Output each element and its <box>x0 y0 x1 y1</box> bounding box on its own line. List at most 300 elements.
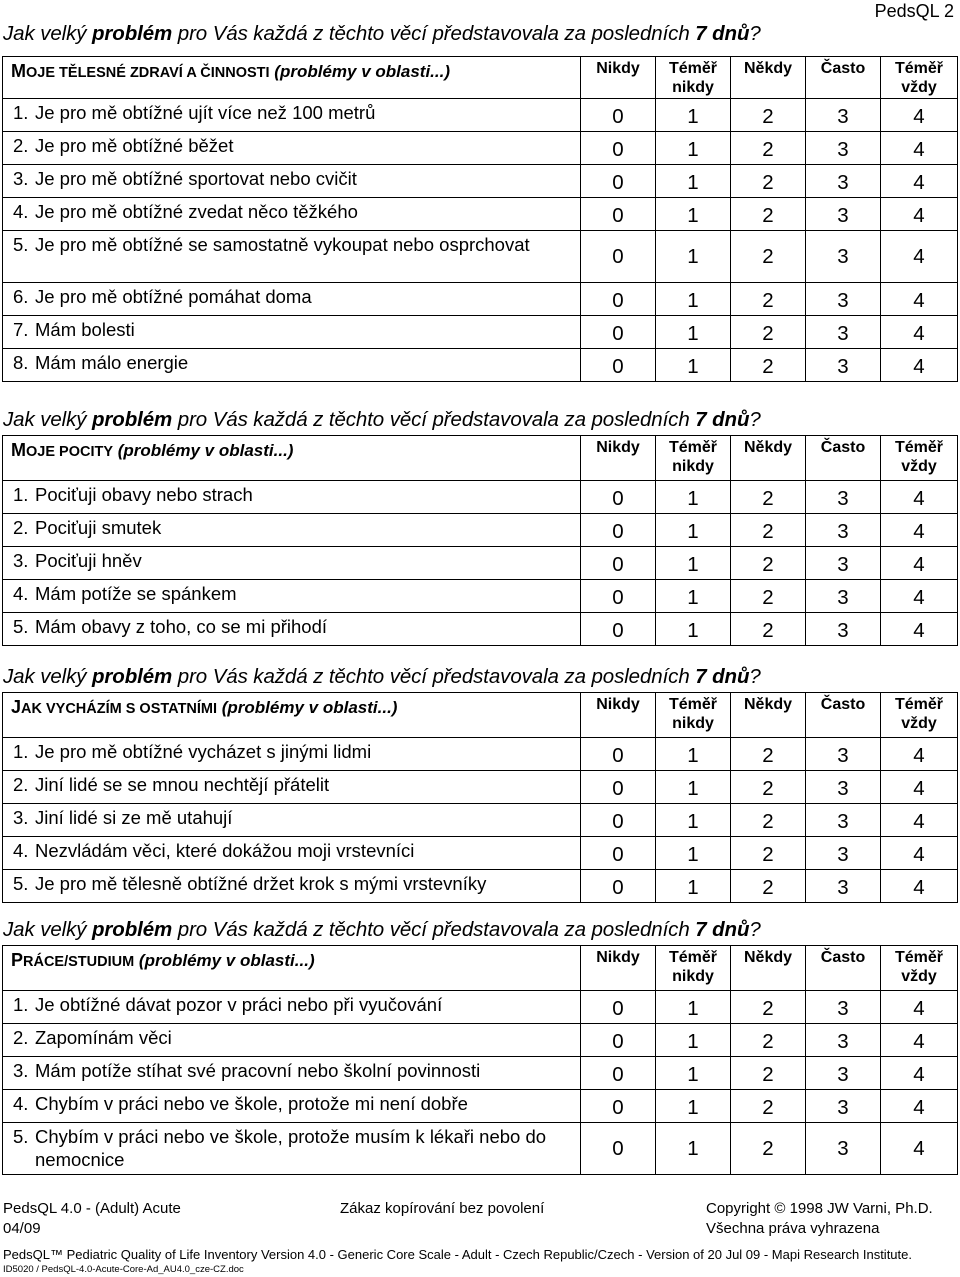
response-option-3[interactable]: 3 <box>806 198 881 231</box>
item-row <box>3 165 958 198</box>
response-option-0[interactable]: 0 <box>581 613 656 646</box>
response-option-2[interactable]: 2 <box>731 547 806 580</box>
item-cell <box>3 1123 581 1175</box>
scale-label-almost-2: Téměř <box>894 439 944 456</box>
response-option-2[interactable]: 2 <box>731 283 806 316</box>
item-cell <box>3 991 581 1024</box>
response-option-0[interactable]: 0 <box>581 349 656 382</box>
response-option-0[interactable]: 0 <box>581 132 656 165</box>
response-option-4[interactable]: 4 <box>881 991 958 1024</box>
response-option-2[interactable]: 2 <box>731 837 806 870</box>
question-text-end: ? <box>749 22 761 45</box>
scale-label-never: Nikdy <box>596 439 640 456</box>
response-option-2[interactable]: 2 <box>731 1123 806 1175</box>
response-option-1[interactable]: 1 <box>656 991 731 1024</box>
response-option-1[interactable]: 1 <box>656 316 731 349</box>
response-option-4[interactable]: 4 <box>881 283 958 316</box>
response-option-4[interactable]: 4 <box>881 1024 958 1057</box>
response-option-1[interactable]: 1 <box>656 99 731 132</box>
response-option-3[interactable]: 3 <box>806 481 881 514</box>
item-number: 1. <box>13 994 29 1015</box>
response-option-3[interactable]: 3 <box>806 870 881 903</box>
item-cell <box>3 547 581 580</box>
question-text-pre: Jak velký <box>3 918 92 941</box>
scale-header-sometimes <box>731 946 806 991</box>
question-text-pre: Jak velký <box>3 408 92 431</box>
section-title <box>3 436 581 481</box>
response-option-1[interactable]: 1 <box>656 580 731 613</box>
response-option-1[interactable]: 1 <box>656 547 731 580</box>
response-option-3[interactable]: 3 <box>806 132 881 165</box>
scale-label-never: Nikdy <box>596 60 640 77</box>
footer-date: 04/09 <box>3 1220 41 1237</box>
item-cell <box>3 165 581 198</box>
question-bold-problem: problém <box>92 665 173 688</box>
response-option-4[interactable]: 4 <box>881 1057 958 1090</box>
response-option-3[interactable]: 3 <box>806 738 881 771</box>
response-option-2[interactable]: 2 <box>731 738 806 771</box>
scale-label-never-2: nikdy <box>672 968 714 985</box>
scale-header-never <box>581 57 656 99</box>
response-option-3[interactable]: 3 <box>806 991 881 1024</box>
section-title-initial: M <box>11 440 26 460</box>
response-option-3[interactable]: 3 <box>806 547 881 580</box>
scale-label-always: vždy <box>901 968 937 985</box>
response-option-4[interactable]: 4 <box>881 198 958 231</box>
item-row <box>3 231 958 283</box>
question-bold-days: 7 dnů <box>695 408 750 431</box>
response-option-1[interactable]: 1 <box>656 1123 731 1175</box>
response-option-4[interactable]: 4 <box>881 580 958 613</box>
item-number: 3. <box>13 1060 29 1081</box>
item-cell <box>3 738 581 771</box>
page-id: PedsQL 2 <box>874 1 954 21</box>
response-option-2[interactable]: 2 <box>731 165 806 198</box>
item-text: Mám bolesti <box>35 319 135 340</box>
response-option-3[interactable]: 3 <box>806 316 881 349</box>
response-option-3[interactable]: 3 <box>806 349 881 382</box>
item-row <box>3 771 958 804</box>
item-number: 3. <box>13 168 29 189</box>
item-row <box>3 481 958 514</box>
response-option-0[interactable]: 0 <box>581 283 656 316</box>
item-row <box>3 316 958 349</box>
scale-header-sometimes <box>731 436 806 481</box>
scale-label-sometimes: Někdy <box>743 696 793 713</box>
item-row <box>3 804 958 837</box>
scale-header-never <box>581 693 656 738</box>
scale-label-always: vždy <box>901 79 937 96</box>
item-number: 2. <box>13 774 29 795</box>
response-option-3[interactable]: 3 <box>806 99 881 132</box>
section-title-caps: OJE TĚLESNÉ ZDRAVÍ A ČINNOSTI <box>26 65 270 81</box>
item-text: Zapomínám věci <box>35 1027 172 1048</box>
item-cell <box>3 481 581 514</box>
scale-header-almost-never <box>656 693 731 738</box>
response-option-1[interactable]: 1 <box>656 804 731 837</box>
item-text: Je pro mě obtížné ujít více než 100 metrů <box>35 102 376 123</box>
question-text-mid: pro Vás každá z těchto věcí představovala za posledních <box>172 918 696 941</box>
question-text-pre: Jak velký <box>3 22 92 45</box>
scale-table <box>2 435 958 646</box>
section-title-initial: J <box>11 697 22 717</box>
item-row <box>3 132 958 165</box>
response-option-2[interactable]: 2 <box>731 1090 806 1123</box>
item-number: 5. <box>13 616 29 637</box>
response-option-0[interactable]: 0 <box>581 198 656 231</box>
item-cell <box>3 837 581 870</box>
response-option-2[interactable]: 2 <box>731 99 806 132</box>
item-row <box>3 580 958 613</box>
section-title-initial: M <box>11 61 26 81</box>
scale-label-almost-2: Téměř <box>894 949 944 966</box>
item-row <box>3 547 958 580</box>
response-option-4[interactable]: 4 <box>881 231 958 283</box>
item-text: Je pro mě obtížné sportovat nebo cvičit <box>35 168 357 189</box>
item-cell <box>3 132 581 165</box>
response-option-4[interactable]: 4 <box>881 165 958 198</box>
response-option-0[interactable]: 0 <box>581 316 656 349</box>
scale-label-never: Nikdy <box>596 696 640 713</box>
item-number: 5. <box>13 1126 29 1147</box>
section-title <box>3 57 581 99</box>
response-option-2[interactable]: 2 <box>731 198 806 231</box>
item-cell <box>3 283 581 316</box>
response-option-1[interactable]: 1 <box>656 870 731 903</box>
response-option-3[interactable]: 3 <box>806 165 881 198</box>
item-number: 5. <box>13 234 29 255</box>
response-option-1[interactable]: 1 <box>656 1090 731 1123</box>
response-option-4[interactable]: 4 <box>881 870 958 903</box>
response-option-2[interactable]: 2 <box>731 870 806 903</box>
item-cell <box>3 514 581 547</box>
scale-header-never <box>581 436 656 481</box>
footer-inventory-line: PedsQL™ Pediatric Quality of Life Inventory Version 4.0 - Generic Core Scale - Adult - Czech Republic/Czech - Version of 20 Jul 09 - Mapi Research Institute. <box>3 1247 912 1262</box>
item-text: Pociťuji obavy nebo strach <box>35 484 253 505</box>
response-option-2[interactable]: 2 <box>731 514 806 547</box>
item-row <box>3 1090 958 1123</box>
scale-header-row <box>3 57 958 99</box>
item-cell <box>3 1057 581 1090</box>
response-option-1[interactable]: 1 <box>656 771 731 804</box>
response-option-4[interactable]: 4 <box>881 132 958 165</box>
response-option-3[interactable]: 3 <box>806 1057 881 1090</box>
item-text: Jiní lidé se se mnou nechtějí přátelit <box>35 774 330 795</box>
response-option-1[interactable]: 1 <box>656 481 731 514</box>
response-option-1[interactable]: 1 <box>656 349 731 382</box>
footer-version: PedsQL 4.0 - (Adult) Acute <box>3 1200 181 1217</box>
item-cell <box>3 613 581 646</box>
item-cell <box>3 99 581 132</box>
scale-table <box>2 56 958 382</box>
response-option-3[interactable]: 3 <box>806 283 881 316</box>
response-option-0[interactable]: 0 <box>581 738 656 771</box>
item-row <box>3 738 958 771</box>
item-text: Mám potíže stíhat své pracovní nebo školní povinnosti <box>35 1060 481 1081</box>
section-title <box>3 946 581 991</box>
item-number: 8. <box>13 352 29 373</box>
item-cell <box>3 804 581 837</box>
response-option-2[interactable]: 2 <box>731 991 806 1024</box>
item-text: Mám obavy z toho, co se mi přihodí <box>35 616 328 637</box>
scale-header-sometimes <box>731 693 806 738</box>
scale-label-never-2: nikdy <box>672 458 714 475</box>
response-option-4[interactable]: 4 <box>881 514 958 547</box>
response-option-4[interactable]: 4 <box>881 349 958 382</box>
response-option-1[interactable]: 1 <box>656 1024 731 1057</box>
response-option-1[interactable]: 1 <box>656 231 731 283</box>
question-text-pre: Jak velký <box>3 665 92 688</box>
scale-header-sometimes <box>731 57 806 99</box>
response-option-2[interactable]: 2 <box>731 1057 806 1090</box>
question-text-mid: pro Vás každá z těchto věcí představovala za posledních <box>172 22 696 45</box>
item-cell <box>3 198 581 231</box>
response-option-0[interactable]: 0 <box>581 1057 656 1090</box>
item-text: Je pro mě obtížné zvedat něco těžkého <box>35 201 358 222</box>
item-number: 6. <box>13 286 29 307</box>
scale-label-always: vždy <box>901 458 937 475</box>
response-option-0[interactable]: 0 <box>581 547 656 580</box>
scale-label-almost: Téměř <box>668 439 718 456</box>
scale-header-row <box>3 436 958 481</box>
response-option-2[interactable]: 2 <box>731 316 806 349</box>
response-option-0[interactable]: 0 <box>581 1123 656 1175</box>
section-title-qualifier: (problémy v oblasti...) <box>269 62 450 81</box>
item-row <box>3 613 958 646</box>
question-heading <box>3 918 761 942</box>
response-option-0[interactable]: 0 <box>581 481 656 514</box>
item-text: Je pro mě tělesně obtížné držet krok s mými vrstevníky <box>35 873 487 894</box>
item-row <box>3 1024 958 1057</box>
item-number: 4. <box>13 1093 29 1114</box>
footer-right <box>706 1199 933 1239</box>
response-option-4[interactable]: 4 <box>881 837 958 870</box>
item-cell <box>3 349 581 382</box>
item-text: Mám málo energie <box>35 352 189 373</box>
response-option-3[interactable]: 3 <box>806 613 881 646</box>
item-number: 5. <box>13 873 29 894</box>
response-option-3[interactable]: 3 <box>806 1123 881 1175</box>
response-option-1[interactable]: 1 <box>656 1057 731 1090</box>
response-option-1[interactable]: 1 <box>656 613 731 646</box>
response-option-0[interactable]: 0 <box>581 99 656 132</box>
response-option-0[interactable]: 0 <box>581 580 656 613</box>
scale-label-sometimes: Někdy <box>743 949 793 966</box>
item-number: 3. <box>13 550 29 571</box>
response-option-1[interactable]: 1 <box>656 132 731 165</box>
item-text: Je pro mě obtížné běžet <box>35 135 234 156</box>
scale-label-always: vždy <box>901 715 937 732</box>
response-option-0[interactable]: 0 <box>581 991 656 1024</box>
response-option-2[interactable]: 2 <box>731 231 806 283</box>
response-option-4[interactable]: 4 <box>881 99 958 132</box>
question-text-end: ? <box>749 918 761 941</box>
response-option-4[interactable]: 4 <box>881 481 958 514</box>
scale-header-almost-never <box>656 436 731 481</box>
scale-header-never <box>581 946 656 991</box>
response-option-1[interactable]: 1 <box>656 283 731 316</box>
scale-table <box>2 945 958 1175</box>
response-option-2[interactable]: 2 <box>731 580 806 613</box>
scale-label-often: Často <box>820 949 866 966</box>
section-title-caps: AK VYCHÁZÍM S OSTATNÍMI <box>21 701 218 717</box>
item-text: Mám potíže se spánkem <box>35 583 237 604</box>
item-number: 4. <box>13 840 29 861</box>
item-row <box>3 349 958 382</box>
response-option-0[interactable]: 0 <box>581 1024 656 1057</box>
item-text: Chybím v práci nebo ve škole, protože musím k lékaři nebo do nemocnice <box>35 1126 547 1170</box>
item-row <box>3 991 958 1024</box>
item-number: 1. <box>13 741 29 762</box>
scale-header-almost-always <box>881 436 958 481</box>
response-option-2[interactable]: 2 <box>731 349 806 382</box>
scale-label-never-2: nikdy <box>672 79 714 96</box>
scale-label-often: Často <box>820 439 866 456</box>
response-option-3[interactable]: 3 <box>806 514 881 547</box>
response-option-2[interactable]: 2 <box>731 771 806 804</box>
section-title-qualifier: (problémy v oblasti...) <box>113 441 294 460</box>
question-bold-days: 7 dnů <box>695 22 750 45</box>
item-text: Je pro mě obtížné se samostatně vykoupat nebo osprchovat <box>35 234 530 255</box>
scale-label-often: Často <box>820 60 866 77</box>
section-title-initial: P <box>11 950 24 970</box>
response-option-4[interactable]: 4 <box>881 738 958 771</box>
response-option-4[interactable]: 4 <box>881 771 958 804</box>
response-option-4[interactable]: 4 <box>881 613 958 646</box>
item-row <box>3 514 958 547</box>
question-bold-problem: problém <box>92 22 173 45</box>
response-option-3[interactable]: 3 <box>806 1024 881 1057</box>
response-option-0[interactable]: 0 <box>581 514 656 547</box>
response-option-2[interactable]: 2 <box>731 613 806 646</box>
item-text: Pociťuji smutek <box>35 517 162 538</box>
footer-rights: Všechna práva vyhrazena <box>706 1220 880 1237</box>
scale-label-never-2: nikdy <box>672 715 714 732</box>
item-text: Pociťuji hněv <box>35 550 142 571</box>
response-option-3[interactable]: 3 <box>806 771 881 804</box>
response-option-0[interactable]: 0 <box>581 165 656 198</box>
response-option-0[interactable]: 0 <box>581 231 656 283</box>
response-option-4[interactable]: 4 <box>881 804 958 837</box>
item-number: 2. <box>13 1027 29 1048</box>
response-option-0[interactable]: 0 <box>581 771 656 804</box>
item-cell <box>3 316 581 349</box>
section-title <box>3 693 581 738</box>
response-option-1[interactable]: 1 <box>656 837 731 870</box>
item-number: 3. <box>13 807 29 828</box>
item-number: 4. <box>13 583 29 604</box>
item-number: 4. <box>13 201 29 222</box>
item-cell <box>3 1090 581 1123</box>
question-bold-days: 7 dnů <box>695 918 750 941</box>
scale-header-often <box>806 57 881 99</box>
item-text: Je pro mě obtížné pomáhat doma <box>35 286 312 307</box>
response-option-1[interactable]: 1 <box>656 514 731 547</box>
response-option-3[interactable]: 3 <box>806 804 881 837</box>
section-title-caps: OJE POCITY <box>26 444 114 460</box>
scale-label-sometimes: Někdy <box>743 60 793 77</box>
item-cell <box>3 870 581 903</box>
item-cell <box>3 580 581 613</box>
question-text-mid: pro Vás každá z těchto věcí představovala za posledních <box>172 408 696 431</box>
footer-copyright: Copyright © 1998 JW Varni, Ph.D. <box>706 1200 933 1217</box>
item-row <box>3 283 958 316</box>
question-heading <box>3 22 761 46</box>
scale-label-almost: Téměř <box>668 949 718 966</box>
scale-header-almost-always <box>881 693 958 738</box>
item-number: 2. <box>13 517 29 538</box>
item-cell <box>3 231 581 283</box>
scale-table <box>2 692 958 903</box>
item-number: 2. <box>13 135 29 156</box>
response-option-1[interactable]: 1 <box>656 198 731 231</box>
section-title-qualifier: (problémy v oblasti...) <box>134 951 315 970</box>
scale-label-almost-2: Téměř <box>894 60 944 77</box>
question-bold-days: 7 dnů <box>695 665 750 688</box>
footer-no-copy: Zákaz kopírování bez povolení <box>340 1200 545 1217</box>
scale-header-often <box>806 693 881 738</box>
footer-center <box>340 1199 544 1219</box>
response-option-4[interactable]: 4 <box>881 316 958 349</box>
scale-label-often: Často <box>820 696 866 713</box>
item-row <box>3 1057 958 1090</box>
question-bold-problem: problém <box>92 408 173 431</box>
response-option-2[interactable]: 2 <box>731 132 806 165</box>
response-option-1[interactable]: 1 <box>656 165 731 198</box>
response-option-3[interactable]: 3 <box>806 231 881 283</box>
section-title-qualifier: (problémy v oblasti...) <box>217 698 398 717</box>
response-option-0[interactable]: 0 <box>581 804 656 837</box>
response-option-0[interactable]: 0 <box>581 837 656 870</box>
item-text: Jiní lidé si ze mě utahují <box>35 807 233 828</box>
item-cell <box>3 771 581 804</box>
scale-label-never: Nikdy <box>596 949 640 966</box>
item-cell <box>3 1024 581 1057</box>
response-option-4[interactable]: 4 <box>881 547 958 580</box>
item-row <box>3 837 958 870</box>
response-option-3[interactable]: 3 <box>806 837 881 870</box>
item-number: 1. <box>13 102 29 123</box>
scale-label-almost: Téměř <box>668 60 718 77</box>
response-option-2[interactable]: 2 <box>731 481 806 514</box>
scale-header-almost-never <box>656 946 731 991</box>
question-text-end: ? <box>749 665 761 688</box>
response-option-3[interactable]: 3 <box>806 580 881 613</box>
question-heading <box>3 408 761 432</box>
response-option-0[interactable]: 0 <box>581 870 656 903</box>
item-number: 7. <box>13 319 29 340</box>
response-option-1[interactable]: 1 <box>656 738 731 771</box>
question-text-end: ? <box>749 408 761 431</box>
response-option-4[interactable]: 4 <box>881 1090 958 1123</box>
response-option-2[interactable]: 2 <box>731 1024 806 1057</box>
scale-header-row <box>3 693 958 738</box>
question-heading <box>3 665 761 689</box>
item-row <box>3 870 958 903</box>
question-bold-problem: problém <box>92 918 173 941</box>
scale-header-row <box>3 946 958 991</box>
item-row <box>3 198 958 231</box>
scale-label-sometimes: Někdy <box>743 439 793 456</box>
response-option-0[interactable]: 0 <box>581 1090 656 1123</box>
section-title-caps: RÁCE/STUDIUM <box>23 954 135 970</box>
scale-label-almost: Téměř <box>668 696 718 713</box>
response-option-4[interactable]: 4 <box>881 1123 958 1175</box>
scale-label-almost-2: Téměř <box>894 696 944 713</box>
response-option-2[interactable]: 2 <box>731 804 806 837</box>
response-option-3[interactable]: 3 <box>806 1090 881 1123</box>
item-text: Nezvládám věci, které dokážou moji vrstevníci <box>35 840 415 861</box>
